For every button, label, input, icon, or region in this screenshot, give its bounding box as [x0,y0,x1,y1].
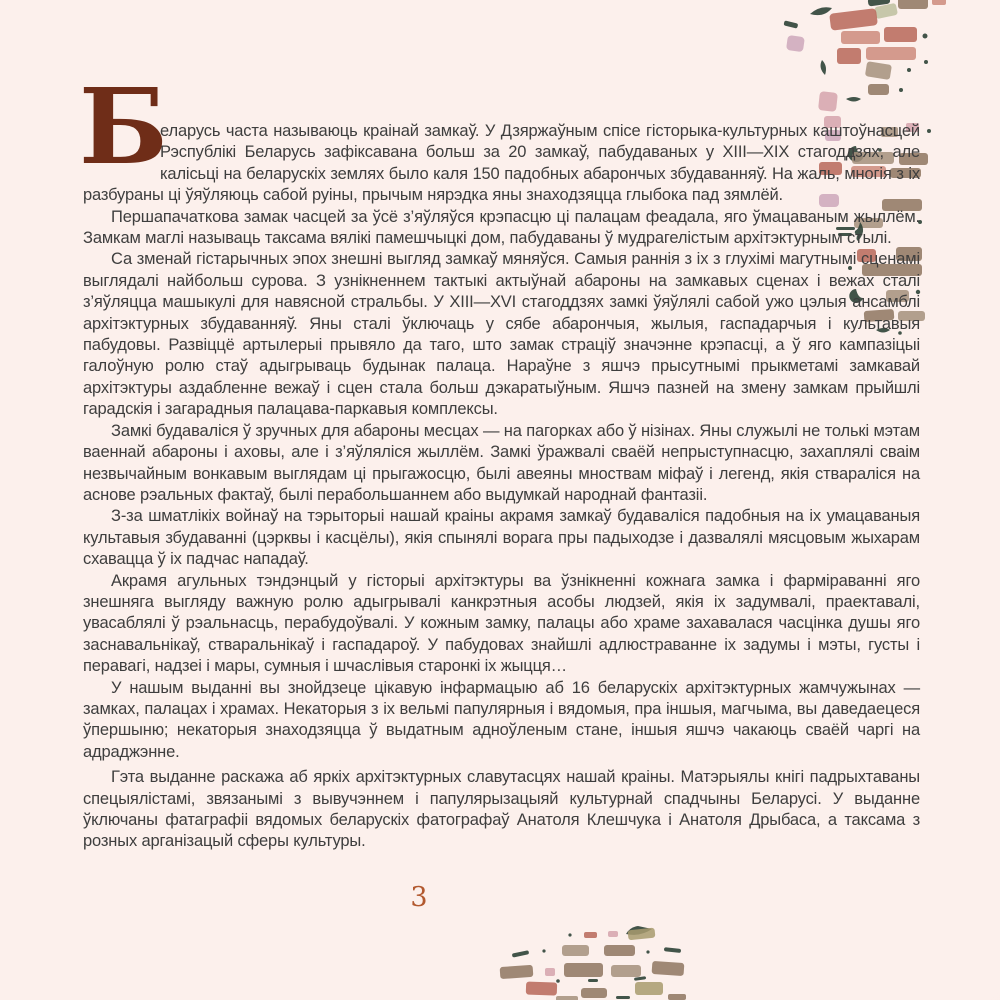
brick-ornament-bottom [488,926,728,1000]
paragraph-5: З-за шматлікіх войнаў на тэрыторыі нашай краіны акрамя замкаў будаваліся падобныя на іх умацаваныя культавыя збудаванні (цэрквы і касцёлы), якія спынялі ворага пры падыходзе і дазвалялі мясцовым жыхарам схавацца ў іх падчас нападаў. [83,507,920,569]
paragraph-6: Акрамя агульных тэндэнцый у гісторыі архітэктуры ва ўзнікненні кожнага замка і фарміраванні яго знешняга выгляду важную ролю адыгрывалі канкрэтныя асобы людзей, якія іх задумвалі, праектавалі, увасаблялі ў рэальнасць, перабудоўвалі. У кожным замку, палацы або храме захавалася часцінка душы яго заснавальнікаў, стваральнікаў і гаспадароў. У пабудовах знайшлі адлюстраванне іх задумы і мэты, густы і перавагі, надзеі і мары, сумныя і шчаслівыя старонкі іх жыцця… [83,571,920,676]
paragraph-1-text: еларусь часта называюць краінай замкаў. У Дзяржаўным спісе гісторыка-культурных каштоўнасцей Рэспублікі Беларусь зафіксавана больш за 20 замкаў, пабудаваных у XIII—XIX стагоддзях, але калісьці на беларускіх землях было каля 150 падобных абарончых збудаванняў. На жаль, многія з іх разбураны ці ўяўляюць сабой руіны, прычым нярэдка яны знаходзяцца глыбока пад зямлёй. [83,122,920,205]
paragraph-4: Замкі будаваліся ў зручных для абароны месцах — на пагорках або ў нізінах. Яны служылі не толькі мэтам ваеннай абароны і аховы, але і з’яўляліся жыллём. Замкі ўражвалі сваёй непрыступнасцю, захаплялі сваім незвычайным вонкавым выглядам ці прыгажосцю, былі авеяны мноствам міфаў і легенд, якія ствараліся на аснове рэальных фактаў, былі перабольшаннем або выдумкай народнай фантазіі. [83,421,920,504]
page-number: 3 [410,882,428,913]
paragraph-1 [79,65,920,207]
paragraph-3: Са зменай гістарычных эпох знешні выгляд замкаў мяняўся. Самыя раннія з іх з глухімі магутнымі сценамі выглядалі найбольш сурова. З узнікненнем тактыкі актыўнай абароны на замкавых сценах і вежах сталі з’яўляцца машыкулі для навясной стральбы. У XIII—XVI стагоддзях замкі ўяўлялі сабой ужо цэлыя ансамблі архітэктурных збудаванняў. Яны сталі ўключаць у сябе абарончыя, жылыя, гаспадарчыя і культавыя пабудовы. Развіццё артылерыі прывяло да таго, што замак страціў значэнне крэпасці, а ў яго кампазіцыі галоўную ролю стаў адыгрываць будынак палаца. Нараўне з яшчэ прысутнымі прыкметамі замкавай архітэктуры аздабленне вежаў і сцен стала больш дэкаратыўным. Яшчэ пазней на змену замкам прыйшлі гарадскія і загарадныя палацава-паркавыя комплексы. [83,250,920,419]
drop-cap-letter: Б [79,65,168,188]
paragraph-2: Першапачаткова замак часцей за ўсё з’яўляўся крэпасцю ці палацам феадала, яго ўмацаваным жыллём. Замкам маглі называць таксама вялікі памешчыцкі дом, пабудаваны ў мудрагелістым архітэктурным стылі. [83,207,920,248]
drop-cap [79,65,168,188]
text-block [79,65,920,853]
paragraph-8: Гэта выданне раскажа аб яркіх архітэктурных славутасцях нашай краіны. Матэрыялы кнігі падрыхтаваны спецыялістамі, звязанымі з вывучэннем і папулярызацыяй культурнай спадчыны Беларусі. У выданне ўключаны фатаграфіі вядомых беларускіх фатографаў Анатоля Клешчука і Анатоля Дрыбаса, а таксама з розных арганізацый сферы культуры. [83,768,920,851]
paragraph-7: У нашым выданні вы знойдзеце цікавую інфармацыю аб 16 беларускіх архітэктурных жамчужынах — замках, палацах і храмах. Некаторыя з іх вельмі папулярныя і вядомыя, пра іншыя, магчыма, вы даведаецеся ўпершыню; некаторыя знаходзяцца ў выдатным адноўленым стане, іншыя яшчэ чакаюць сваёй чаргі на адраджэнне. [83,678,920,761]
